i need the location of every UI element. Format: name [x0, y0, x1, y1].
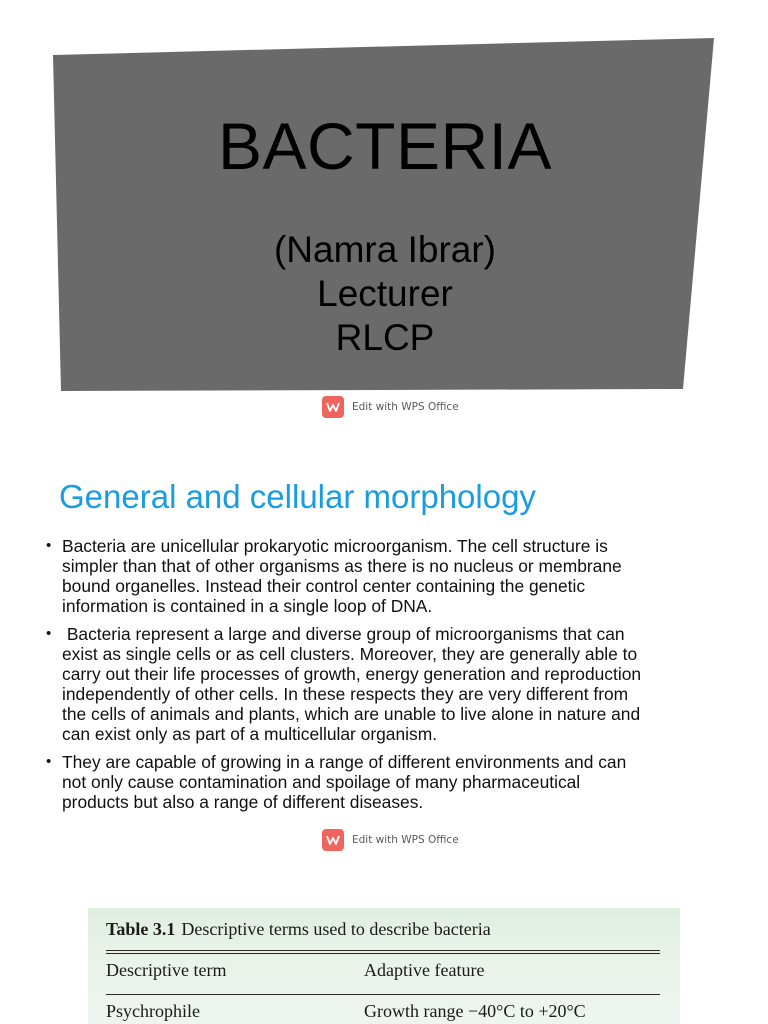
- bullet-dot: •: [46, 537, 52, 554]
- bullet-line: can exist only as part of a multicellular organism.: [62, 724, 438, 744]
- bullet-line: They are capable of growing in a range of different environments and can: [62, 752, 627, 772]
- bullet-line: simpler than that of other organisms as there is no nucleus or membrane: [62, 556, 622, 576]
- wps-office-icon: [322, 829, 344, 851]
- table-caption: [106, 919, 491, 940]
- table-label: Table 3.1: [106, 919, 176, 939]
- text-fragment: microorganism. The cell structure is: [328, 536, 608, 556]
- column-header-term: Descriptive term: [106, 960, 227, 980]
- column-header-feature: Adaptive feature: [364, 960, 485, 980]
- bullet-line: independently of other cells. In these respects they are very different from: [62, 684, 629, 704]
- table-title: Descriptive terms used to describe bacteria: [181, 919, 491, 939]
- term-bacteria: Bacteria: [62, 536, 126, 556]
- table-cell-feature: Growth range −40°C to +20°C: [364, 1001, 586, 1021]
- table-top-rule-thin: [106, 953, 660, 954]
- table-cell-term: Psychrophile: [106, 1001, 200, 1021]
- slide-title: BACTERIA: [217, 109, 553, 183]
- bullet-line: exist as single cells or as cell clusters. Moreover, they are generally able to: [62, 644, 638, 664]
- bullet-line: products but also a range of different diseases.: [62, 792, 424, 812]
- author-block: [60, 228, 710, 360]
- bullet-dot: •: [46, 753, 52, 770]
- table-top-rule: [106, 950, 660, 951]
- bullet-line: Bacteria represent a large and diverse group of microorganisms that can: [62, 624, 625, 644]
- bullet-line: [62, 536, 716, 556]
- wps-office-icon: [322, 396, 344, 418]
- bullet-item: [46, 624, 716, 744]
- bullet-list: [46, 536, 716, 820]
- author-name: (Namra Ibrar): [273, 229, 497, 270]
- bullet-line: carry out their life processes of growth, energy generation and reproduction: [62, 664, 642, 684]
- wps-watermark[interactable]: [322, 829, 459, 851]
- text-fragment: are: [125, 536, 161, 556]
- bullet-line: bound organelles. Instead their control center containing the genetic: [62, 576, 586, 596]
- bullet-line: not only cause contamination and spoilage of many pharmaceutical: [62, 772, 581, 792]
- author-institution: RLCP: [335, 317, 435, 358]
- bullet-line: information is contained in a single loop of DNA.: [62, 596, 433, 616]
- table-header-rule: [106, 994, 660, 995]
- section-heading: General and cellular morphology: [59, 478, 536, 515]
- author-role: Lecturer: [317, 273, 453, 314]
- wps-watermark-label: Edit with WPS Office: [352, 834, 459, 846]
- bullet-dot: •: [46, 625, 52, 642]
- table-image: [88, 908, 680, 1024]
- wps-watermark[interactable]: [322, 396, 459, 418]
- term-unicellular-prokaryotic: unicellular prokaryotic: [160, 536, 329, 556]
- wps-watermark-label: Edit with WPS Office: [352, 401, 459, 413]
- bullet-line: the cells of animals and plants, which are unable to live alone in nature and: [62, 704, 641, 724]
- bullet-item: [46, 752, 716, 812]
- bullet-item: [46, 536, 716, 616]
